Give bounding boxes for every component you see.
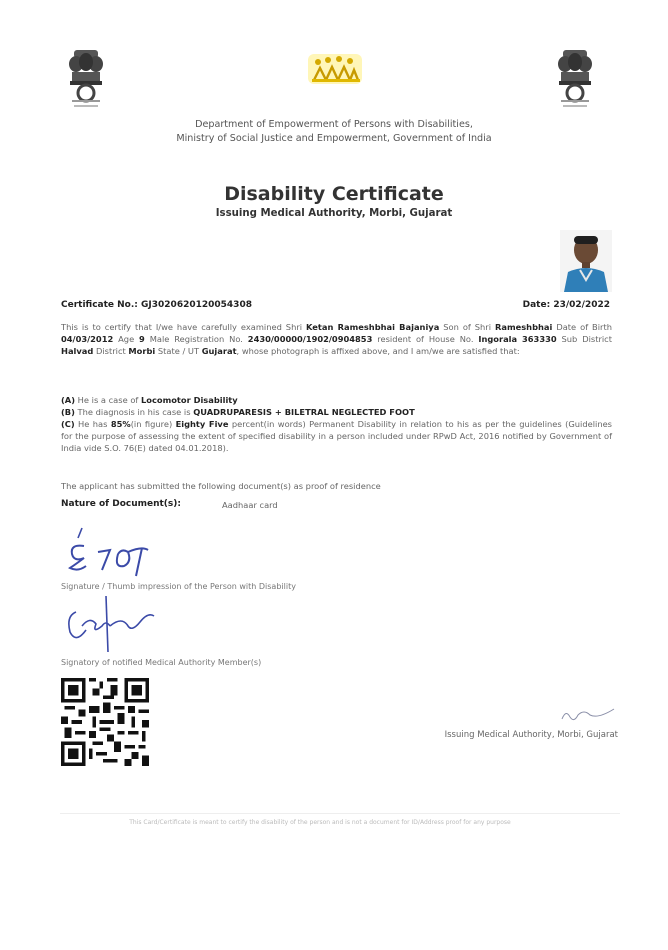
body-text: State / UT: [155, 346, 202, 357]
applicant-signature: [62, 524, 162, 580]
qr-code[interactable]: [61, 678, 149, 766]
ministry-line: Ministry of Social Justice and Empowerment, Government of India: [176, 133, 492, 144]
certificate-date-value: 23/02/2022: [553, 300, 610, 310]
body-text: Sub District: [556, 334, 612, 345]
age: 9: [139, 334, 145, 345]
applicant-name: Ketan Rameshbhai Bajaniya: [306, 322, 440, 332]
applicant-signature-caption: Signature / Thumb impression of the Person with Disability: [61, 582, 296, 591]
page-title: Disability Certificate: [224, 183, 444, 205]
point-c-text: He has: [74, 419, 111, 429]
point-a: [61, 394, 238, 406]
authority-signature: [558, 703, 618, 725]
point-c-text: (in figure): [130, 419, 176, 429]
page-subtitle: Issuing Medical Authority, Morbi, Gujarat: [215, 208, 453, 219]
nature-of-documents-label: Nature of Document(s):: [61, 499, 181, 509]
body-text: resident of House No.: [372, 334, 479, 345]
body-text: This is to certify that I/we have carefully examined Shri: [61, 322, 306, 332]
certification-paragraph: [61, 321, 612, 358]
point-b-label: (B): [61, 407, 75, 417]
body-text: Date of Birth: [552, 322, 612, 332]
point-c: [61, 418, 612, 455]
point-a-text: He is a case of: [75, 395, 141, 405]
body-text: District: [93, 346, 129, 357]
issuing-authority: Issuing Medical Authority, Morbi, Gujarat: [444, 730, 618, 740]
certificate-number-label: Certificate No.:: [61, 300, 138, 310]
signatory-caption: Signatory of notified Medical Authority Member(s): [61, 658, 262, 667]
certificate-date: [523, 300, 610, 310]
district: Morbi: [128, 346, 156, 357]
department-line: Department of Empowerment of Persons with Disabilities,: [195, 119, 473, 130]
body-text: Male Registration No.: [144, 334, 248, 345]
registration-number: 2430/00000/1902/0904853: [247, 334, 373, 345]
certificate-date-label: Date:: [522, 300, 551, 310]
body-text: Age: [113, 334, 140, 345]
point-b-text: The diagnosis in his case is: [74, 407, 194, 417]
diagnosis: QUADRUPARESIS + BILETRAL NEGLECTED FOOT: [193, 407, 415, 417]
nature-of-documents-value: Aadhaar card: [222, 500, 278, 510]
footer-disclaimer: This Card/Certificate is meant to certify the disability of the person and is not a document for ID/Address proof for any purpose: [129, 819, 511, 826]
accessibility-logo-icon: [306, 52, 364, 86]
footer-divider: [60, 813, 620, 814]
disability-percent: 85%: [110, 419, 131, 429]
body-text: Son of Shri: [439, 322, 495, 332]
point-a-label: (A): [61, 395, 76, 405]
pin-code: 363330: [522, 334, 557, 345]
certificate-number-value: GJ3020620120054308: [141, 300, 252, 310]
disability-percent-words: Eighty Five: [175, 419, 229, 429]
documents-statement: The applicant has submitted the following document(s) as proof of residence: [61, 481, 381, 491]
state-emblem-left-icon: [66, 48, 106, 110]
state: Gujarat: [201, 346, 237, 357]
village: Ingorala: [478, 334, 518, 345]
state-emblem-right-icon: [555, 48, 595, 110]
date-of-birth: 04/03/2012: [61, 334, 114, 345]
father-name: Rameshbhai: [494, 322, 553, 332]
medical-member-signature: [62, 592, 162, 654]
applicant-photo: [560, 230, 612, 292]
point-b: [61, 406, 415, 418]
disability-type: Locomotor Disability: [140, 395, 238, 405]
certificate-number: [61, 300, 252, 310]
point-c-label: (C): [61, 419, 75, 429]
sub-district: Halvad: [61, 346, 94, 357]
point-c-text: percent(in words) Permanent Disability in relation to his as per the guidelines (Guidelines for the purpose of assessing the extent of specified disability in a person included under RPwD Act, 2016 notified by Government of India vide S.O. 76(E) dated 04.01.2018).: [61, 419, 613, 454]
body-text: , whose photograph is affixed above, and I am/we are satisfied that:: [236, 346, 520, 357]
